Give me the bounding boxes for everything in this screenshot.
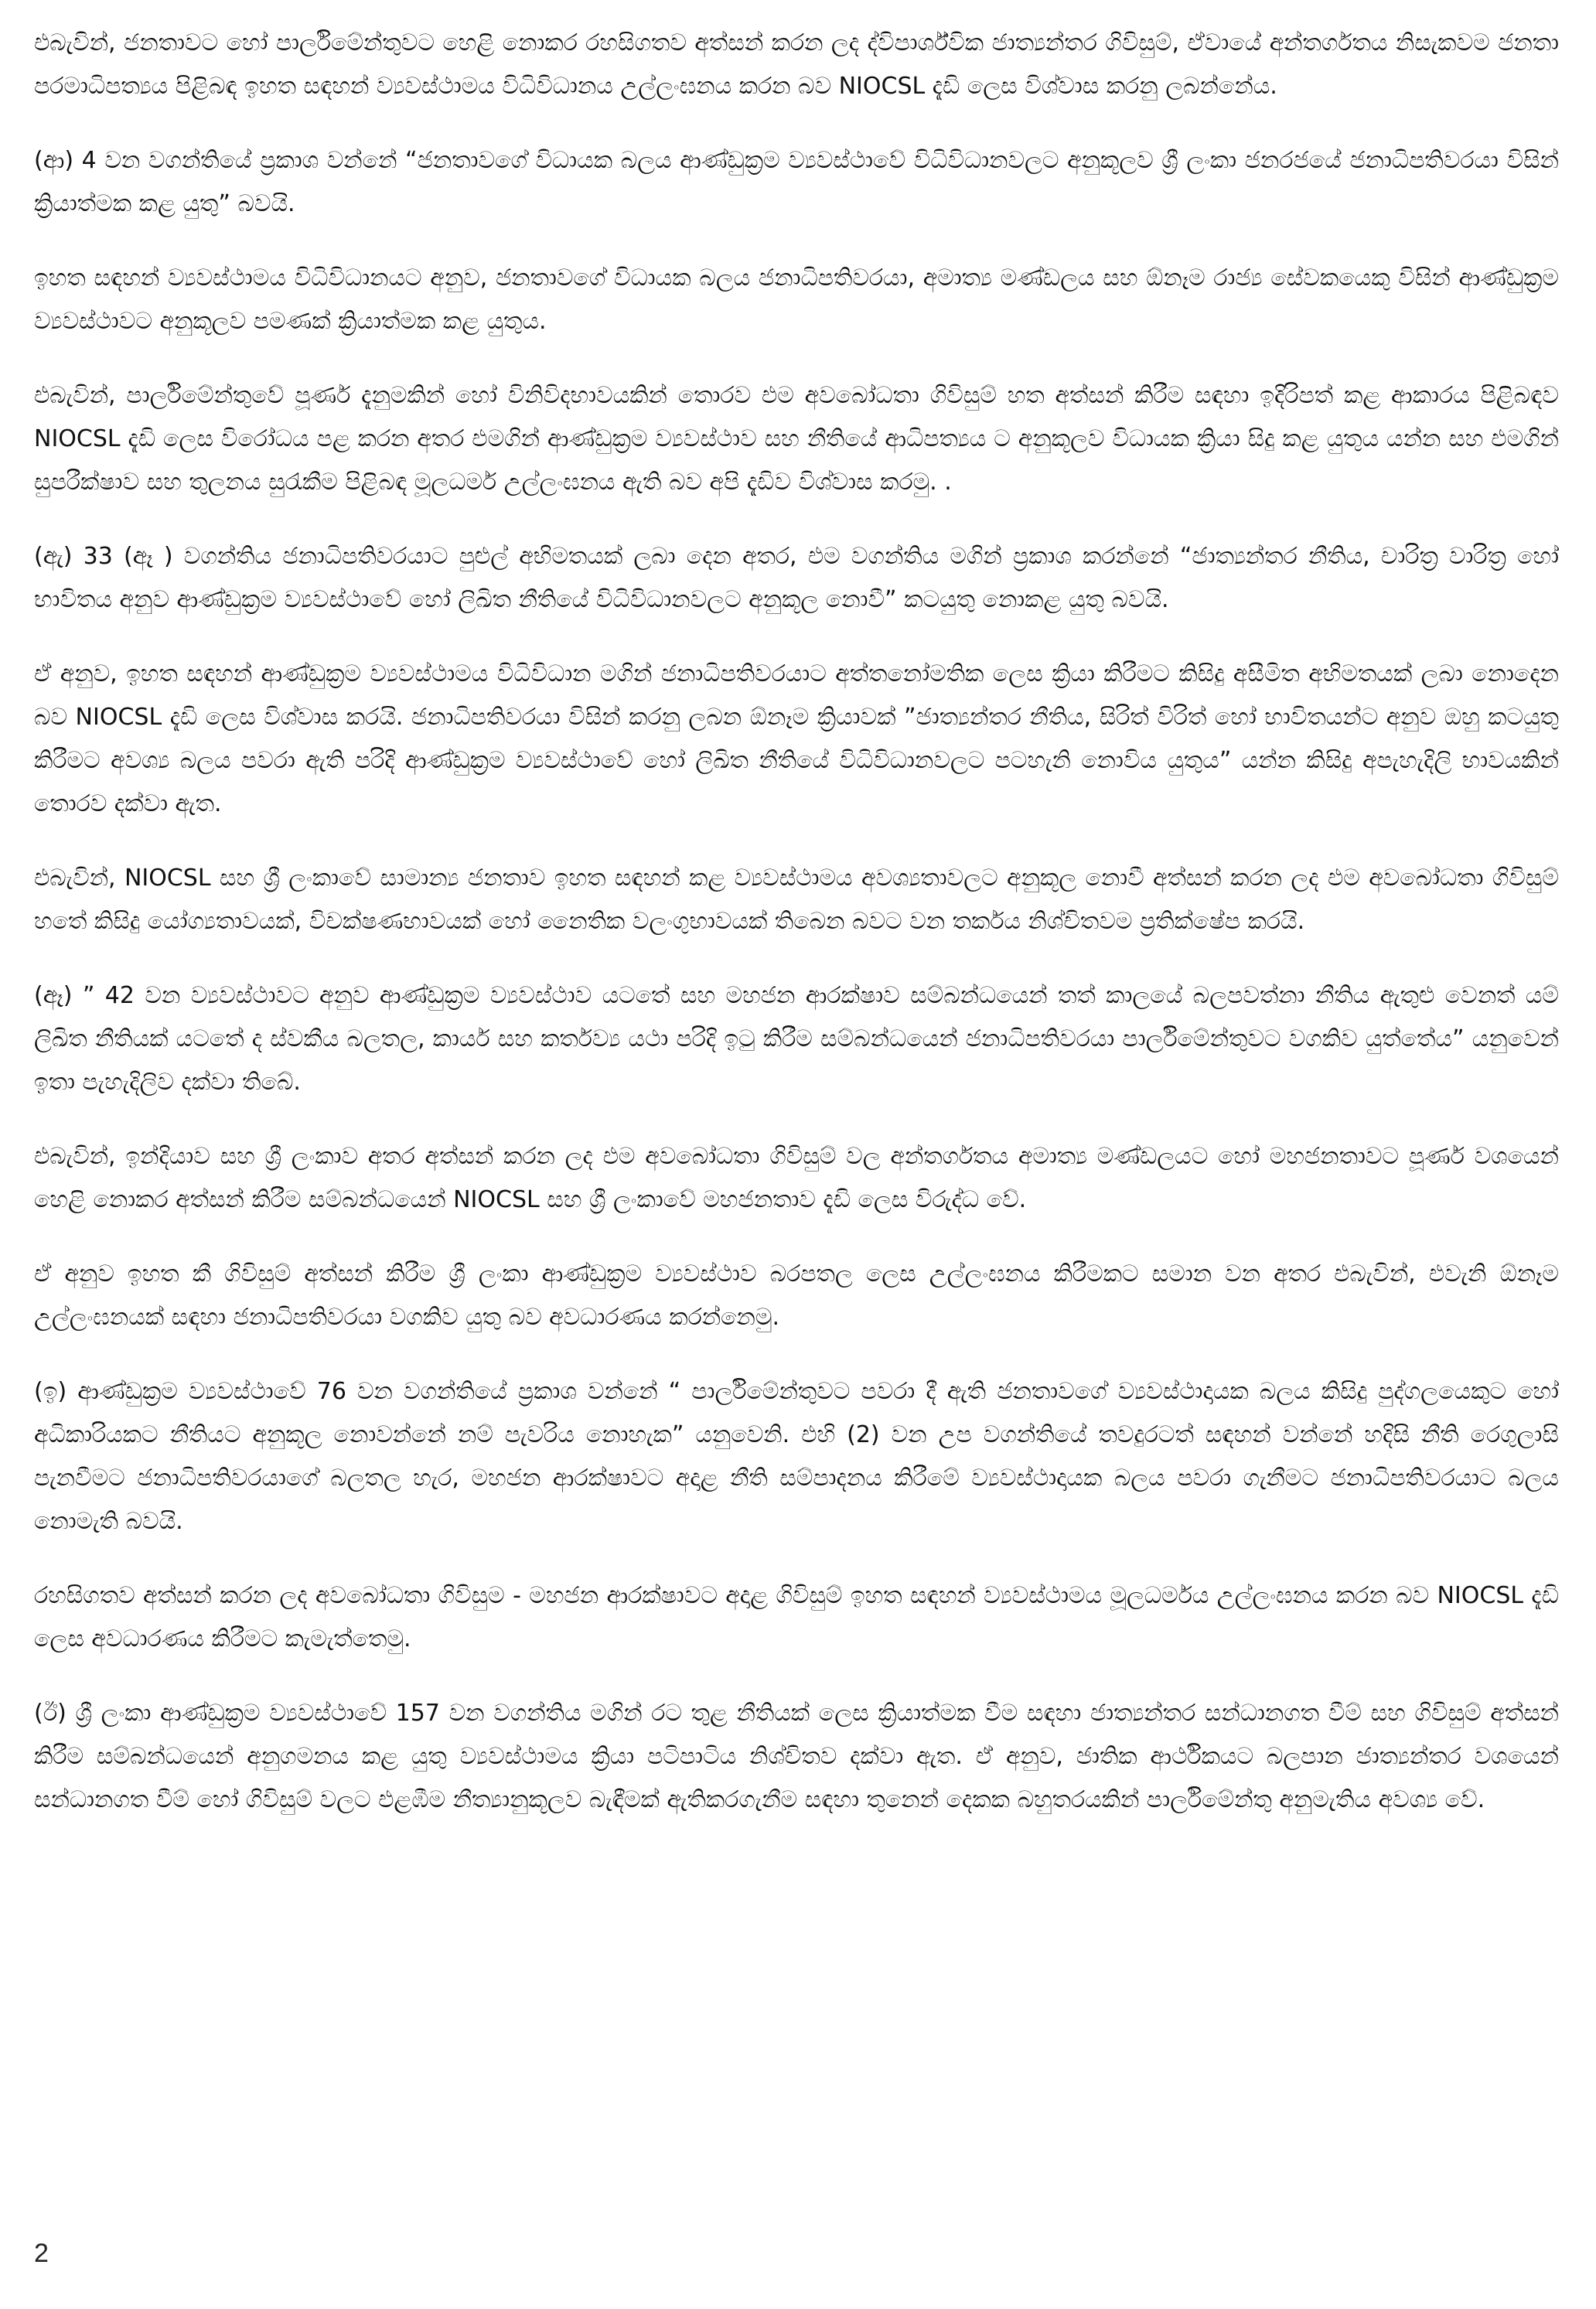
document-body: [34, 22, 1559, 1853]
paragraph-7: එබැවින්, NIOCSL සහ ශ්‍රී ලංකාවේ සාමාන්‍ය ජනතාව ඉහත සඳහන් කළ ව්‍යවස්ථාමය අවශ්‍යතාවලට අනුකූල නොවී අත්සන් කරන ලද එම අවබෝධතා ගිවිසුම් හතේ කිසිදු යෝග්‍යතාවයක්, විචක්ෂණභාවයක් හෝ නෛතික වලංගුභාවයක් තිබෙන බවට වන තර්කය නිශ්චිතවම ප්‍රතික්ෂේප කරයි.: [34, 865, 1559, 935]
paragraph-1: එබැවින්, ජනතාවට හෝ පාර්ලිමේන්තුවට හෙළි නොකර රහසිගතව අත්සන් කරන ලද ද්විපාර්ශ්වික ජාත්‍යන්තර ගිවිසුම්, ඒවායේ අන්තර්ගතය නිසැකවම ජනතා පරමාධිපත්‍යය පිළිබඳ ඉහත සඳහන් ව්‍යවස්ථාමය විධිවිධානය උල්ලංඝනය කරන බව NIOCSL දැඩි ලෙස විශ්වාස කරනු ලබන්නේය.: [34, 29, 1559, 100]
paragraph-4: එබැවින්, පාර්ලිමේන්තුවේ පූර්ණ දැනුමකින් හෝ විනිවිදභාවයකින් තොරව එම අවබෝධතා ගිවිසුම් හත අත්සන් කිරීම සඳහා ඉදිරිපත් කළ ආකාරය පිළිබඳව NIOCSL දැඩි ලෙස විරෝධය පළ කරන අතර එමගින් ආණ්ඩුක්‍රම ව්‍යවස්ථාව සහ නීතියේ ආධිපත්‍යය ට අනුකූලව විධායක ක්‍රියා සිදු කළ යුතුය යන්න සහ එමගින් සුපරීක්ෂාව සහ තුලනය සුරැකීම පිළිබඳ මූලධර්ම උල්ලංඝනය ඇති බව අපි දැඩිව විශ්වාස කරමු. .: [34, 382, 1559, 496]
paragraph-10: ඒ අනුව ඉහත කී ගිවිසුම් අත්සන් කිරීම ශ්‍රී ලංකා ආණ්ඩුක්‍රම ව්‍යවස්ථාව බරපතල ලෙස උල්ලංඝනය කිරීමකට සමාන වන අතර එබැවින්, එවැනි ඕනෑම උල්ලංඝනයක් සඳහා ජනාධිපතිවරයා වගකිව යුතු බව අවධාරණය කරන්නෙමු.: [34, 1260, 1559, 1331]
page-number: 2: [34, 2239, 49, 2268]
paragraph-13: (ඊ) ශ්‍රී ලංකා ආණ්ඩුක්‍රම ව්‍යවස්ථාවේ 157 වන වගන්තිය මගින් රට තුළ නීතියක් ලෙස ක්‍රියාත්මක වීම සඳහා ජාත්‍යන්තර සන්ධානගත වීම් සහ ගිවිසුම් අත්සන් කිරීම සම්බන්ධයෙන් අනුගමනය කළ යුතු ව්‍යවස්ථාමය ක්‍රියා පටිපාටිය නිශ්චිතව දක්වා ඇත. ඒ අනුව, ජාතික ආර්ථිකයට බලපාන ජාත්‍යන්තර වශයෙන් සන්ධානගත වීම් හෝ ගිවිසුම් වලට එළඹීම නීත්‍යානුකූලව බැඳීමක් ඇතිකරගැනීම සඳහා තුනෙන් දෙකක බහුතරයකින් පාර්ලිමේන්තු අනුමැතිය අවශ්‍ය වේ.: [34, 1700, 1559, 1813]
paragraph-2: (ආ) 4 වන වගන්තියේ ප්‍රකාශ වන්නේ “ජනතාවගේ විධායක බලය ආණ්ඩුක්‍රම ව්‍යවස්ථාවේ විධිවිධානවලට අනුකූලව ශ්‍රී ලංකා ජනරජයේ ජනාධිපතිවරයා විසින් ක්‍රියාත්මක කළ යුතු” බවයි.: [34, 147, 1559, 217]
paragraph-11: (ඉ) ආණ්ඩුක්‍රම ව්‍යවස්ථාවේ 76 වන වගන්තියේ ප්‍රකාශ වන්නේ “ පාර්ලිමේන්තුවට පවරා දී ඇති ජනතාවගේ ව්‍යවස්ථාදායක බලය කිසිදු පුද්ගලයෙකුට හෝ අධිකාරියකට නීතියට අනුකූල නොවන්නේ නම් පැවරිය නොහැක” යනුවෙනි. එහි (2) වන උප වගන්තියේ තවදුරටත් සඳහන් වන්නේ හදිසි නීති රෙගුලාසි පැනවීමට ජනාධිපතිවරයාගේ බලතල හැර, මහජන ආරක්ෂාවට අදාළ නීති සම්පාදනය කිරීමේ ව්‍යවස්ථාදායක බලය පවරා ගැනීමට ජනාධිපතිවරයාට බලය නොමැති බවයි.: [34, 1378, 1559, 1535]
paragraph-5: (ඇ) 33 (ඈ ) වගන්තිය ජනාධිපතිවරයාට පුළුල් අභිමතයක් ලබා දෙන අතර, එම වගන්තිය මගින් ප්‍රකාශ කරන්නේ “ජාත්‍යන්තර නීතිය, චාරිත්‍ර වාරිත්‍ර හෝ භාවිතය අනුව ආණ්ඩුක්‍රම ව්‍යවස්ථාවේ හෝ ලිඛිත නීතියේ විධිවිධානවලට අනුකූල නොවී” කටයුතු නොකළ යුතු බවයි.: [34, 543, 1559, 613]
paragraph-6: ඒ අනුව, ඉහත සඳහන් ආණ්ඩුක්‍රම ව්‍යවස්ථාමය විධිවිධාන මගින් ජනාධිපතිවරයාට අත්තනෝමතික ලෙස ක්‍රියා කිරීමට කිසිදු අසීමිත අභිමතයක් ලබා නොදෙන බව NIOCSL දැඩි ලෙස විශ්වාස කරයි. ජනාධිපතිවරයා විසින් කරනු ලබන ඕනෑම ක්‍රියාවක් ”ජාත්‍යන්තර නීතිය, සිරිත් විරිත් හෝ භාවිතයන්ට අනුව ඔහු කටයුතු කිරීමට අවශ්‍ය බලය පවරා ඇති පරිදි ආණ්ඩුක්‍රම ව්‍යවස්ථාවේ හෝ ලිඛිත නීතියේ විධිවිධානවලට පටහැනි නොවිය යුතුය” යන්න කිසිදු අපැහැදිලි භාවයකින් තොරව දක්වා ඇත.: [34, 660, 1559, 817]
paragraph-3: ඉහත සඳහන් ව්‍යවස්ථාමය විධිවිධානයට අනුව, ජනතාවගේ විධායක බලය ජනාධිපතිවරයා, අමාත්‍ය මණ්ඩලය සහ ඕනෑම රාජ්‍ය සේවකයෙකු විසින් ආණ්ඩුක්‍රම ව්‍යවස්ථාවට අනුකූලව පමණක් ක්‍රියාත්මක කළ යුතුය.: [34, 264, 1559, 335]
paragraph-8: (ඈ) ” 42 වන ව්‍යවස්ථාවට අනුව ආණ්ඩුක්‍රම ව්‍යවස්ථාව යටතේ සහ මහජන ආරක්ෂාව සම්බන්ධයෙන් තත් කාලයේ බලපවත්නා නීතිය ඇතුළු වෙනත් යම් ලිඛිත නීතියක් යටතේ ද ස්වකීය බලතල, කාර්ය සහ කර්තව්‍ය යථා පරිදි ඉටු කිරීම සම්බන්ධයෙන් ජනාධිපතිවරයා පාර්ලිමේන්තුවට වගකිව යුත්තේය” යනුවෙන් ඉතා පැහැදිලිව දක්වා තිබේ.: [34, 982, 1559, 1096]
paragraph-9: එබැවින්, ඉන්දියාව සහ ශ්‍රී ලංකාව අතර අත්සන් කරන ලද එම අවබෝධතා ගිවිසුම් වල අන්තර්ගතය අමාත්‍ය මණ්ඩලයට හෝ මහජනතාවට පූර්ණ වශයෙන් හෙළි නොකර අත්සන් කිරීම සම්බන්ධයෙන් NIOCSL සහ ශ්‍රී ලංකාවේ මහජනතාව දැඩි ලෙස විරුද්ධ වේ.: [34, 1143, 1559, 1213]
paragraph-12: රහසිගතව අත්සන් කරන ලද අවබෝධතා ගිවිසුම - මහජන ආරක්ෂාවට අදාළ ගිවිසුම් ඉහත සඳහන් ව්‍යවස්ථාමය මූලධර්මය උල්ලංඝනය කරන බව NIOCSL දැඩි ලෙස අවධාරණය කිරීමට කැමැත්තෙමු.: [34, 1582, 1559, 1652]
